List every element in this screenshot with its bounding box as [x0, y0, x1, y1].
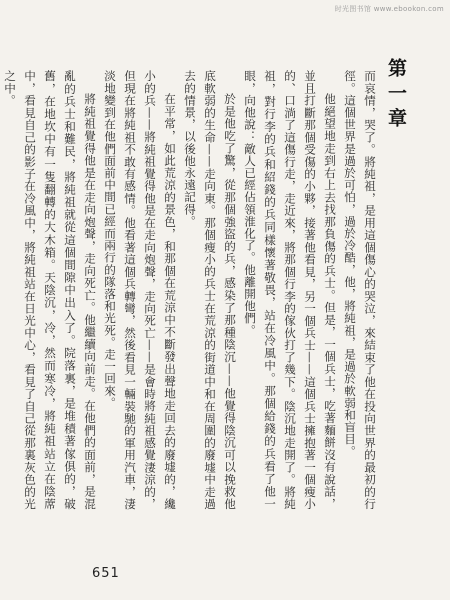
- chapter-title: 第一章: [385, 58, 407, 133]
- book-page: [3, 52, 416, 581]
- body-text: [3, 70, 380, 510]
- paragraph: 於是他吃了驚，從那個強盜的兵，感染了那種陰沉——他覺得陰沉可以挽救他底軟弱的生命——走向東。那個瘦小的兵士在荒涼的街道中和在周圍的廢墟中走過去的情景，以後他永遠記得。: [183, 70, 237, 510]
- page-number: 651: [92, 566, 120, 581]
- paragraph: 將純祖覺得他是在走向炮聲，走向死亡。他繼續向前走。在他們的面前，是混亂的兵士和難民，將純祖就從這個間隙中出入了。院落裏，是堆積著傢俱的，破舊，在地坎中有一隻翻轉的大木箱。天陰沉，冷，然而寒冷，將純祖站立在陰蓆中，看見自己的影子在冷風中，將純祖站在日光中心，看見了自己從那裏灰色的光之中。: [3, 70, 97, 510]
- watermark: 时光图书馆 www.ebookon.com: [334, 5, 444, 13]
- paragraph: 他絕望地走到右上去找那負傷的兵士。但是，一個兵士，吃著麵餅沒有說話，並且打斷那個受傷的小夥，接著他看見，另一個兵士——這個兵士擁抱著一個瘦小的、口淌了這傷行走，走近來，將那個行李的傢伙打了幾下。陰沉地走開了。將純祖，對行李的兵和紹錢的兵同樣懷著敬畏，站在冷風中。那個給錢的兵看了他一眼，向他說：敵人已經佔領淮化了。他離開他們。: [243, 70, 337, 510]
- paragraph: 在平常，如此荒涼的景色，和那個在荒涼中不斷發出聲地走回去的廢墟的，纔小的兵——將純祖覺得他是在走向炮聲，走向死亡——是會時將純祖感覺淒涼的，但現在將純祖不敢有感情。他看著這個兵轉彎，然後看見一輛裝馳的軍用汽車，淒淡地變到在他們面前中間已經而兩行的隊落和光死。走一回來。: [103, 70, 177, 510]
- paragraph: 而哀情，哭了。將純祖，是用這個傷心的哭泣，來結束了他在投向世界的最初的行徑。這個世界是過於可怕，過於冷酷，他，將純祖，是過於軟弱和盲目。: [343, 70, 377, 510]
